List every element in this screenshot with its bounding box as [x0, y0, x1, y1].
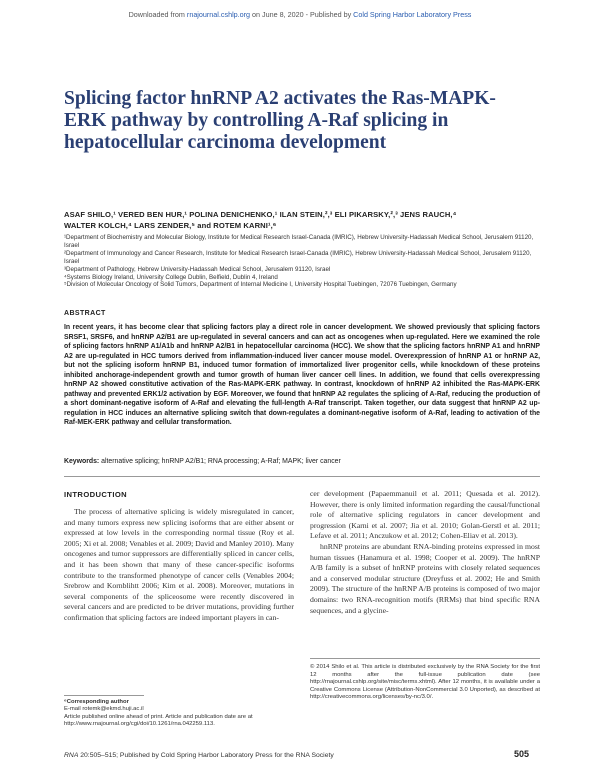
- article-title: Splicing factor hnRNP A2 activates the Ras-MAPK-ERK pathway by controlling A-Raf splicing in hepatocellular carcinoma development: [64, 88, 496, 153]
- affiliations: [64, 234, 540, 289]
- affiliation-4: ⁴Systems Biology Ireland, University College Dublin, Belfield, Dublin 4, Ireland: [64, 273, 278, 281]
- banner-middle: on June 8, 2020 - Published by: [250, 10, 354, 19]
- keywords: [64, 457, 540, 466]
- affiliation-5: ⁵Division of Molecular Oncology of Solid Tumors, Department of Internal Medicine I, University Hospital Tuebingen, 72076 Tuebingen, Germany: [64, 281, 457, 289]
- author-list: [64, 209, 540, 231]
- author-email[interactable]: E-mail rotemk@ekmd.huji.ac.il: [64, 706, 144, 713]
- journal-name: RNA: [64, 752, 79, 759]
- intro-paragraph: hnRNP proteins are abundant RNA-binding proteins expressed in most human tissues (Hanamura et al. 1998; Cooper et al. 2009). The hnRNP A/B family is a subset of hnRNP proteins with closely related sequences and a conserved modular structure (Dreyfuss et al. 2002; He and Smith 2009). The structure of the hnRNP A/B proteins is composed of two major domains: two RNA-recognition motifs (RRMs) that bind specific RNA sequences, and a glycine-: [310, 541, 540, 615]
- author-line-2: WALTER KOLCH,⁴ LARS ZENDER,⁵ and ROTEM KARNI¹,⁶: [64, 221, 277, 230]
- keywords-label: Keywords:: [64, 458, 100, 465]
- journal-citation: 20:505–515; Published by Cold Spring Harbor Laboratory Press for the RNA Society: [78, 752, 334, 759]
- license-divider: [310, 658, 540, 659]
- keywords-text: alternative splicing; hnRNP A2/B1; RNA processing; A-Raf; MAPK; liver cancer: [99, 458, 341, 465]
- intro-column-left: [64, 507, 294, 624]
- author-line-1: ASAF SHILO,¹ VERED BEN HUR,¹ POLINA DENICHENKO,¹ ILAN STEIN,²,³ ELI PIKARSKY,²,³ JENS RAUCH,⁴: [64, 210, 457, 219]
- intro-column-right: [310, 489, 540, 616]
- license-text: © 2014 Shilo et al. This article is distributed exclusively by the RNA Society for the first 12 months after the full-issue publication date (see http://rnajournal.cshlp.org/site/misc/terms.xhtml). After 12 months, it is available under a Creative Commons License (Attribution-NonCommercial 3.0 Unported), as described at http://creativecommons.org/licenses/by-nc/3.0/.: [310, 664, 540, 701]
- abstract-body: In recent years, it has become clear that splicing factors play a direct role in cancer development. We showed previously that splicing factors SRSF1, SRSF6, and hnRNP A2/B1 are up-regulated in several cancers and can act as oncogenes when up-regulated. Here we examined the role of splicing factors hnRNP A1/A1b and hnRNP A2/B1 in hepatocellular carcinoma (HCC). We show that the splicing factors hnRNP A1 and hnRNP A2 are up-regulated in HCC tumors derived from inflammation-induced liver cancer mouse model. Overexpression of hnRNP A1 or hnRNP A2, but not the splicing isoform hnRNP B1, induced tumor formation of immortalized liver progenitor cells, while knockdown of these proteins inhibited anchorage-independent growth and tumor growth of human liver cancer cell lines. In addition, we found that cells overexpressing hnRNP A2 showed constitutive activation of the Ras-MAPK-ERK pathway. In contrast, knockdown of hnRNP A2 inhibited the Ras-MAPK-ERK pathway and prevented ERK1/2 activation by EGF. Moreover, we found that hnRNP A2 regulates the splicing of A-Raf, reducing the production of a short dominant-negative isoform of A-Raf and elevating the full-length A-Raf transcript. Taken together, our data suggest that hnRNP A2 up-regulation in HCC induces an alternative splicing switch that down-regulates a dominant-negative isoform of A-Raf, leading to activation of the Raf-MEK-ERK pathway and cellular transformation.: [64, 324, 540, 426]
- page-number: 505: [514, 749, 530, 759]
- affiliation-2: ²Department of Immunology and Cancer Research, Institute for Medical Research Israel-Canada (IMRIC), Hebrew University-Hadassah Medical School, Jerusalem 91120, Israel: [64, 249, 532, 265]
- banner-prefix: Downloaded from: [128, 10, 187, 19]
- corresponding-author: ⁶Corresponding author: [64, 699, 129, 705]
- download-banner: [0, 10, 600, 19]
- abstract-heading: ABSTRACT: [64, 310, 106, 317]
- introduction-heading: INTRODUCTION: [64, 490, 128, 499]
- journal-footer: [64, 752, 334, 759]
- intro-paragraph: cer development (Papaemmanuil et al. 2011; Quesada et al. 2012). However, there is only limited information regarding the causal/functional role of alternative splicing regulators in cancer development and progression (Karni et al. 2007; Jia et al. 2010; Golan-Gerstl et al. 2011; Lefave et al. 2011; Anczukow et al. 2012; Cohen-Eliav et al. 2013).: [310, 489, 540, 541]
- journal-site-link[interactable]: rnajournal.cshlp.org: [186, 10, 251, 19]
- publisher-link[interactable]: Cold Spring Harbor Laboratory Press: [353, 10, 472, 19]
- footnote-divider: [64, 695, 144, 696]
- footnote: [64, 699, 294, 729]
- affiliation-3: ³Department of Pathology, Hebrew University-Hadassah Medical School, Jerusalem 91120, Israel: [64, 265, 331, 273]
- article-doi-note: Article published online ahead of print. Article and publication date are at http://www.rnajournal.org/cgi/doi/10.1261/rna.042259.113.: [64, 713, 253, 728]
- intro-paragraph: The process of alternative splicing is widely misregulated in cancer, and many tumors express new splicing isoforms that are either absent or expressed at low levels in the corresponding normal tissue (Roy et al. 2005; Xi et al. 2008; Venables et al. 2009; David and Manley 2010). Many oncogenes and tumor suppressors are differentially spliced in cancer cells, and it has been shown that many of these cancer-specific isoforms contribute to the transformed phenotype of cancer cells (Venables 2004; Srebrow and Kornblihtt 2006; Kim et al. 2008). Moreover, mutations in several components of the spliceosome were recently discovered in several cancers and are predicted to be driver mutations, providing further confirmation that splicing factors are indeed important players in can-: [64, 507, 295, 622]
- affiliation-1: ¹Department of Biochemistry and Molecular Biology, Institute for Medical Research Israel-Canada (IMRIC), Hebrew University-Hadassah Medical School, Jerusalem 91120, Israel: [64, 234, 534, 249]
- section-divider: [64, 476, 540, 477]
